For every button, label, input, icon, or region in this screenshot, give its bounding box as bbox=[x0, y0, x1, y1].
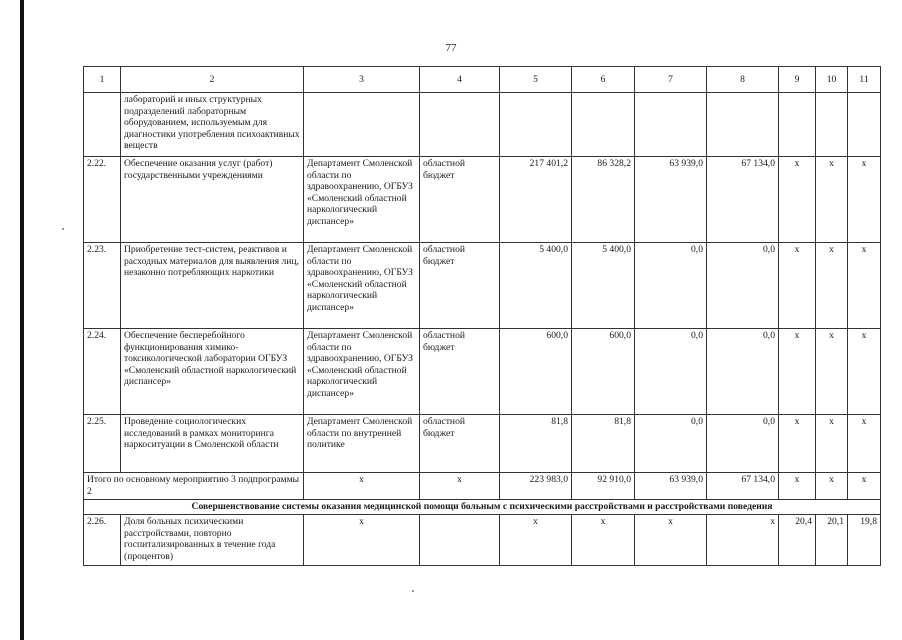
value-cell: 5 400,0 bbox=[572, 243, 635, 329]
value-cell: 5 400,0 bbox=[500, 243, 572, 329]
header-cell: 10 bbox=[816, 67, 848, 93]
header-cell: 7 bbox=[635, 67, 707, 93]
indicator-cell: x bbox=[816, 329, 848, 415]
page-number: 77 bbox=[445, 42, 457, 54]
value-cell: x bbox=[500, 515, 572, 566]
table-row bbox=[84, 515, 881, 566]
row-name-cell: Приобретение тест-систем, реактивов и расходных материалов для выявления лиц, незаконно потребляющих наркотики bbox=[121, 243, 304, 329]
indicator-cell: x bbox=[848, 329, 881, 415]
header-cell: 5 bbox=[500, 67, 572, 93]
value-cell: 86 328,2 bbox=[572, 157, 635, 243]
total-row bbox=[84, 473, 881, 500]
indicator-cell: x bbox=[816, 473, 848, 500]
value-cell: 63 939,0 bbox=[635, 473, 707, 500]
indicator-cell: 20,1 bbox=[816, 515, 848, 566]
indicator-cell: x bbox=[816, 415, 848, 473]
header-cell: 1 bbox=[84, 67, 121, 93]
row-name-cell: Доля больных психическими расстройствами, повторно госпитализированных в течение года (процентов) bbox=[121, 515, 304, 566]
indicator-cell: x bbox=[848, 243, 881, 329]
header-cell: 8 bbox=[707, 67, 779, 93]
indicator-cell: x bbox=[816, 243, 848, 329]
value-cell: 217 401,2 bbox=[500, 157, 572, 243]
value-cell: x bbox=[635, 515, 707, 566]
row-number-cell: 2.22. bbox=[84, 157, 121, 243]
funding-source-cell: областной бюджет bbox=[420, 157, 500, 243]
value-cell: 0,0 bbox=[635, 415, 707, 473]
indicator-cell: x bbox=[816, 157, 848, 243]
row-number-cell: 2.24. bbox=[84, 329, 121, 415]
scan-speck bbox=[412, 590, 414, 592]
header-cell: 3 bbox=[304, 67, 420, 93]
row-name-cell: Обеспечение бесперебойного функционирования химико-токсикологической лаборатории ОГБУЗ «Смоленский областной наркологический диспансер» bbox=[121, 329, 304, 415]
table-header-row bbox=[84, 67, 881, 93]
value-cell: 63 939,0 bbox=[635, 157, 707, 243]
value-cell: 223 983,0 bbox=[500, 473, 572, 500]
header-cell: 6 bbox=[572, 67, 635, 93]
section-title: Совершенствование системы оказания медицинской помощи больным с психическими расстройствами и расстройствами поведения bbox=[84, 500, 881, 515]
value-cell: 81,8 bbox=[572, 415, 635, 473]
value-cell: 600,0 bbox=[500, 329, 572, 415]
value-cell: x bbox=[304, 515, 420, 566]
indicator-cell: x bbox=[779, 157, 816, 243]
value-cell: 0,0 bbox=[635, 329, 707, 415]
header-cell: 11 bbox=[848, 67, 881, 93]
value-cell: 0,0 bbox=[707, 415, 779, 473]
executor-cell: Департамент Смоленской области по здравоохранению, ОГБУЗ «Смоленский областной наркологический диспансер» bbox=[304, 329, 420, 415]
funding-source-cell: областной бюджет bbox=[420, 329, 500, 415]
row-name-cell: лабораторий и иных структурных подразделений лабораторным оборудованием, используемым для диагностики употребления психоактивных веществ bbox=[121, 93, 304, 157]
header-cell: 4 bbox=[420, 67, 500, 93]
section-row bbox=[84, 500, 881, 515]
table-row bbox=[84, 415, 881, 473]
value-cell: 0,0 bbox=[707, 329, 779, 415]
value-cell: 600,0 bbox=[572, 329, 635, 415]
indicator-cell: x bbox=[779, 473, 816, 500]
row-number-cell: 2.23. bbox=[84, 243, 121, 329]
row-name-cell: Обеспечение оказания услуг (работ) государственными учреждениями bbox=[121, 157, 304, 243]
executor-cell: Департамент Смоленской области по здравоохранению, ОГБУЗ «Смоленский областной наркологический диспансер» bbox=[304, 243, 420, 329]
value-cell: 92 910,0 bbox=[572, 473, 635, 500]
value-cell: 67 134,0 bbox=[707, 473, 779, 500]
table-row bbox=[84, 243, 881, 329]
value-cell: 0,0 bbox=[707, 243, 779, 329]
table-row bbox=[84, 329, 881, 415]
indicator-cell: 19,8 bbox=[848, 515, 881, 566]
value-cell: 81,8 bbox=[500, 415, 572, 473]
value-cell: x bbox=[707, 515, 779, 566]
value-cell: x bbox=[572, 515, 635, 566]
row-number-cell: 2.25. bbox=[84, 415, 121, 473]
value-cell: x bbox=[420, 473, 500, 500]
value-cell: x bbox=[304, 473, 420, 500]
value-cell bbox=[420, 515, 500, 566]
budget-table bbox=[83, 66, 881, 566]
indicator-cell: x bbox=[779, 243, 816, 329]
executor-cell: Департамент Смоленской области по здравоохранению, ОГБУЗ «Смоленский областной наркологический диспансер» bbox=[304, 157, 420, 243]
executor-cell: Департамент Смоленской области по внутренней политике bbox=[304, 415, 420, 473]
indicator-cell: 20,4 bbox=[779, 515, 816, 566]
row-number-cell: 2.26. bbox=[84, 515, 121, 566]
total-label-cell: Итого по основному мероприятию 3 подпрограммы 2 bbox=[84, 473, 304, 500]
table-row-continuation bbox=[84, 93, 881, 157]
header-cell: 2 bbox=[121, 67, 304, 93]
indicator-cell: x bbox=[848, 415, 881, 473]
value-cell: 0,0 bbox=[635, 243, 707, 329]
indicator-cell: x bbox=[779, 329, 816, 415]
funding-source-cell: областной бюджет bbox=[420, 243, 500, 329]
scan-speck bbox=[62, 228, 64, 230]
indicator-cell: x bbox=[779, 415, 816, 473]
funding-source-cell: областной бюджет bbox=[420, 415, 500, 473]
value-cell: 67 134,0 bbox=[707, 157, 779, 243]
table-row bbox=[84, 157, 881, 243]
scan-binding-edge bbox=[20, 0, 24, 640]
row-name-cell: Проведение социологических исследований в рамках мониторинга наркоситуации в Смоленской области bbox=[121, 415, 304, 473]
indicator-cell: x bbox=[848, 157, 881, 243]
indicator-cell: x bbox=[848, 473, 881, 500]
header-cell: 9 bbox=[779, 67, 816, 93]
